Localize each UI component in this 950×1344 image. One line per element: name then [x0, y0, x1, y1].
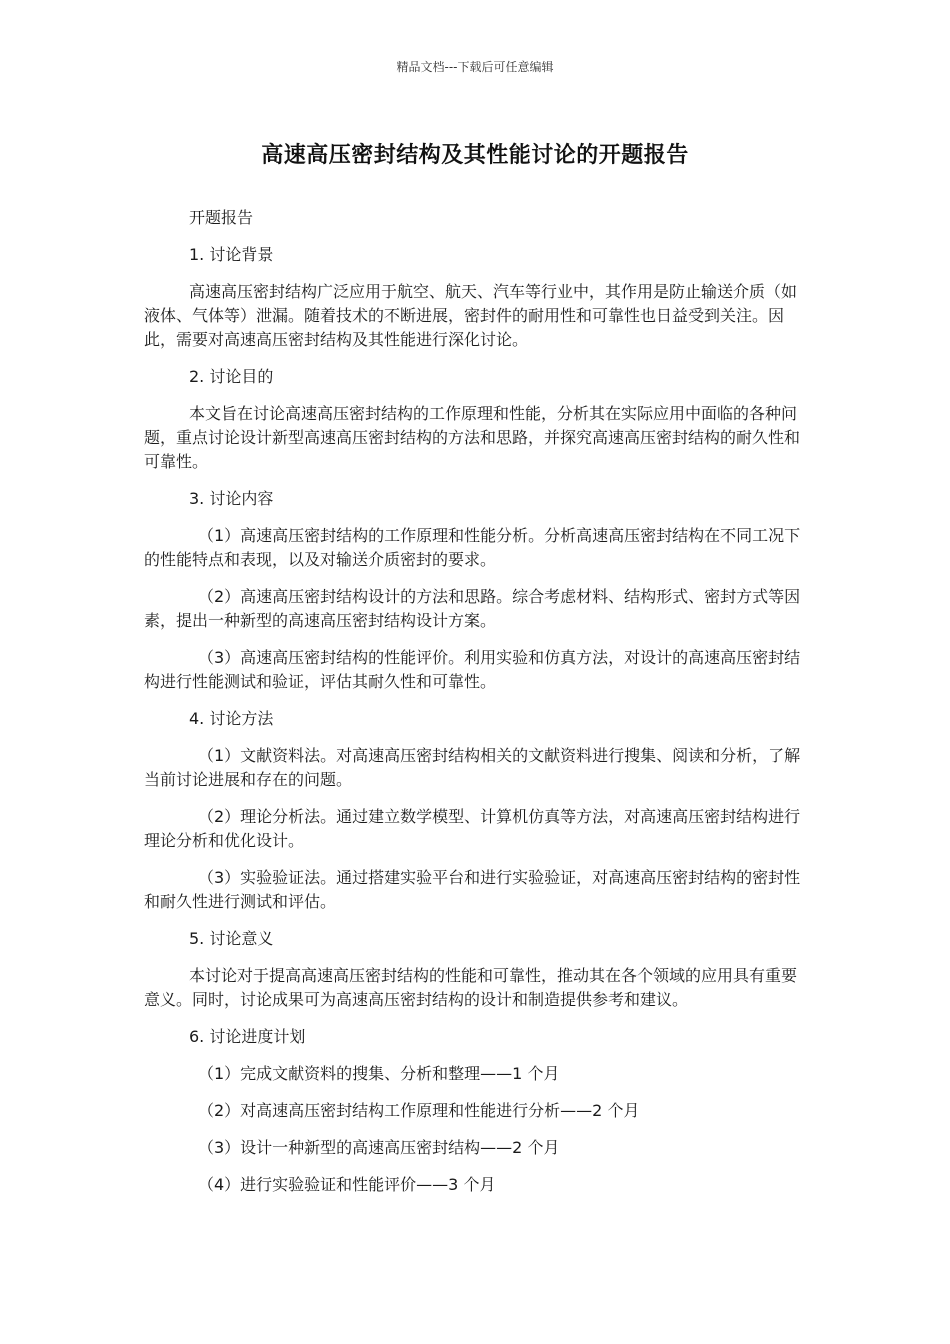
- paragraph: 5. 讨论意义: [189, 929, 274, 948]
- paragraph: （1）文献资料法。对高速高压密封结构相关的文献资料进行搜集、阅读和分析，了解当前讨论进展和存在的问题。: [144, 746, 801, 789]
- paragraph: 6. 讨论进度计划: [189, 1027, 306, 1046]
- paragraph: （2）高速高压密封结构设计的方法和思路。综合考虑材料、结构形式、密封方式等因素，提出一种新型的高速高压密封结构设计方案。: [144, 587, 801, 630]
- paragraph: 本讨论对于提高高速高压密封结构的性能和可靠性，推动其在各个领域的应用具有重要意义。同时，讨论成果可为高速高压密封结构的设计和制造提供参考和建议。: [144, 966, 798, 1009]
- header-note: 精品文档---下载后可任意编辑: [396, 60, 554, 74]
- paragraph: （1）高速高压密封结构的工作原理和性能分析。分析高速高压密封结构在不同工况下的性能特点和表现，以及对输送介质密封的要求。: [144, 526, 801, 569]
- paragraph: 开题报告: [189, 208, 254, 227]
- paragraph: （1）完成文献资料的搜集、分析和整理——1 个月: [198, 1064, 560, 1083]
- paragraph: 3. 讨论内容: [189, 489, 274, 508]
- paragraph: （4）进行实验验证和性能评价——3 个月: [198, 1175, 496, 1194]
- paragraph: 本文旨在讨论高速高压密封结构的工作原理和性能，分析其在实际应用中面临的各种问题，重点讨论设计新型高速高压密封结构的方法和思路，并探究高速高压密封结构的耐久性和可靠性。: [144, 404, 801, 471]
- paragraph: 2. 讨论目的: [189, 367, 274, 386]
- paragraph: 高速高压密封结构广泛应用于航空、航天、汽车等行业中，其作用是防止输送介质（如液体、气体等）泄漏。随着技术的不断进展，密封件的耐用性和可靠性也日益受到关注。因此，需要对高速高压密封结构及其性能进行深化讨论。: [144, 282, 798, 349]
- paragraph: 4. 讨论方法: [189, 709, 274, 728]
- paragraph: （3）设计一种新型的高速高压密封结构——2 个月: [198, 1138, 560, 1157]
- paragraph: （2）理论分析法。通过建立数学模型、计算机仿真等方法，对高速高压密封结构进行理论分析和优化设计。: [144, 807, 801, 850]
- paragraph: 1. 讨论背景: [189, 245, 274, 264]
- paragraph: （2）对高速高压密封结构工作原理和性能进行分析——2 个月: [198, 1101, 640, 1120]
- paragraph: （3）实验验证法。通过搭建实验平台和进行实验验证，对高速高压密封结构的密封性和耐久性进行测试和评估。: [144, 868, 801, 911]
- document-title: 高速高压密封结构及其性能讨论的开题报告: [261, 143, 689, 168]
- document-body: [144, 206, 808, 1210]
- paragraph: （3）高速高压密封结构的性能评价。利用实验和仿真方法，对设计的高速高压密封结构进行性能测试和验证，评估其耐久性和可靠性。: [144, 648, 801, 691]
